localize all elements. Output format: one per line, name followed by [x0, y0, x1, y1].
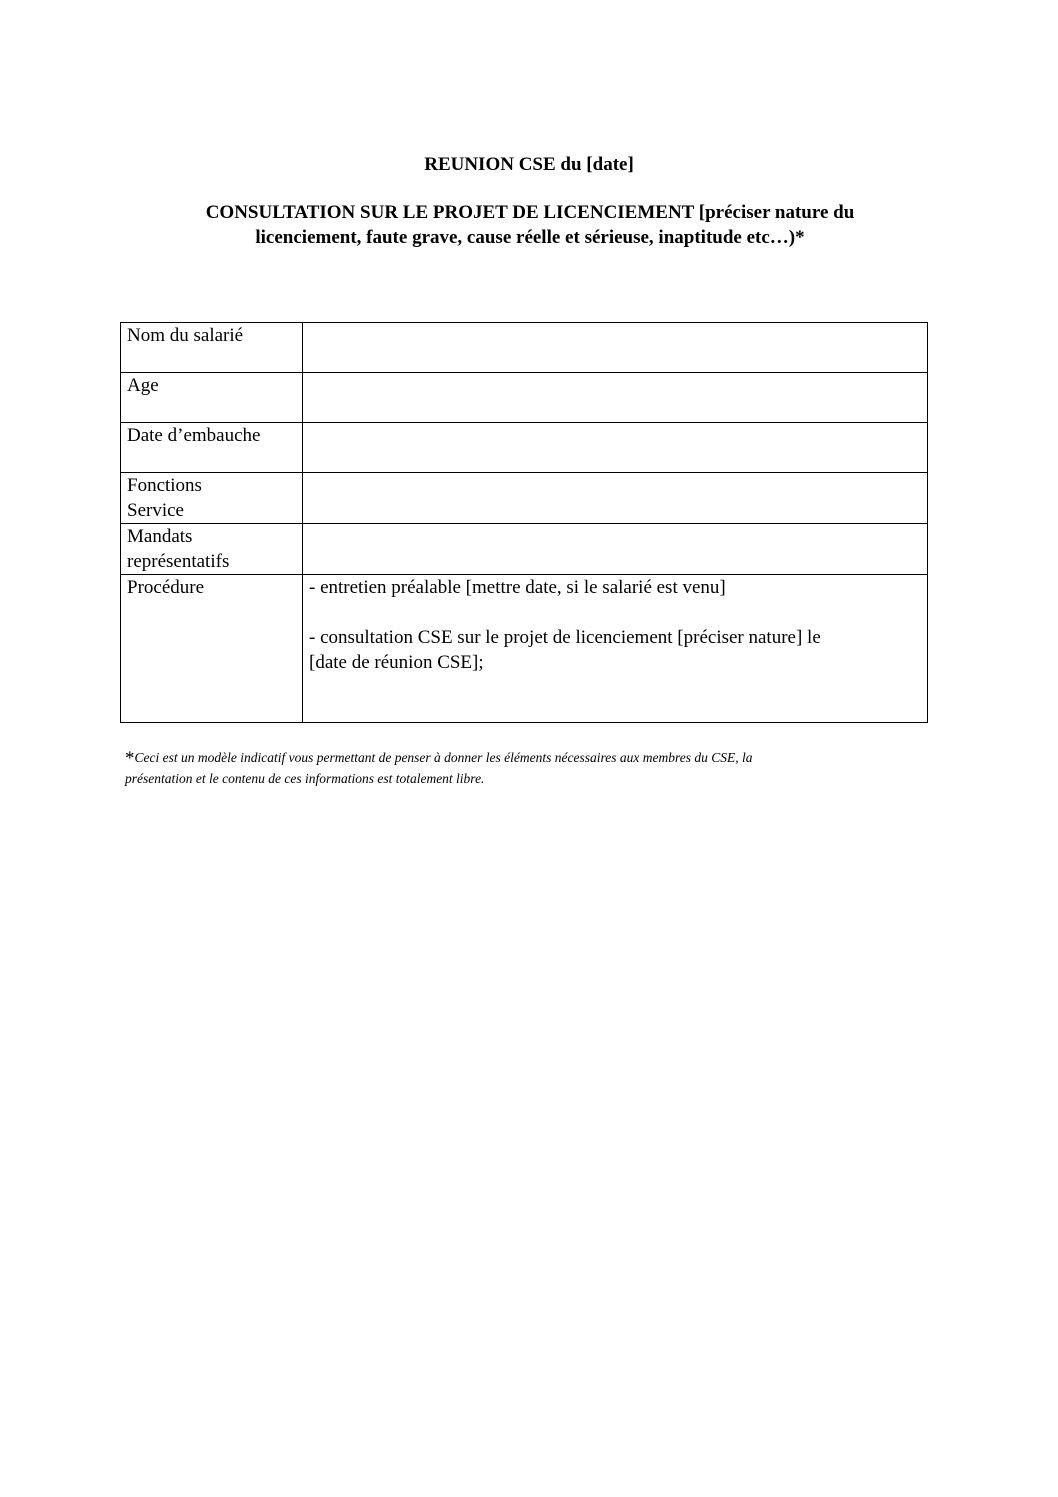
- footnote: [125, 748, 905, 789]
- label-procedure: Procédure: [127, 577, 205, 598]
- row-label: [121, 373, 303, 423]
- footnote-text-line-2: présentation et le contenu de ces informations est totalement libre.: [125, 771, 485, 786]
- label-service: Service: [127, 500, 184, 521]
- label-hire-date: Date d’embauche: [127, 425, 261, 446]
- row-label: [121, 473, 303, 524]
- label-functions: Fonctions: [127, 475, 202, 496]
- age-field[interactable]: [303, 373, 928, 423]
- row-label: [121, 575, 303, 723]
- mandates-field[interactable]: [303, 524, 928, 575]
- footnote-text-line-1: Ceci est un modèle indicatif vous permettant de penser à donner les éléments nécessaires aux membres du CSE, la: [134, 750, 753, 765]
- subtitle-line-1: CONSULTATION SUR LE PROJET DE LICENCIEMENT [préciser nature du: [205, 202, 855, 223]
- footnote-asterisk: *: [125, 748, 135, 769]
- employee-name-field[interactable]: [303, 323, 928, 373]
- table-row-employee-name: [121, 323, 928, 373]
- procedure-spacer: [309, 600, 921, 625]
- table-row-hire-date: [121, 423, 928, 473]
- subtitle-line-2: licenciement, faute grave, cause réelle et sérieuse, inaptitude etc…)*: [255, 227, 805, 248]
- label-representative: représentatifs: [127, 551, 230, 572]
- row-label: [121, 524, 303, 575]
- table-row-procedure: [121, 575, 928, 723]
- document-subtitle: [150, 200, 910, 250]
- row-label: [121, 423, 303, 473]
- document-title: REUNION CSE du [date]: [424, 154, 634, 175]
- label-mandates: Mandats: [127, 526, 193, 547]
- label-age: Age: [127, 375, 159, 396]
- functions-service-field[interactable]: [303, 473, 928, 524]
- procedure-line-interview: - entretien préalable [mettre date, si le salarié est venu]: [309, 577, 726, 598]
- table-row-functions-service: [121, 473, 928, 524]
- hire-date-field[interactable]: [303, 423, 928, 473]
- table-row-mandates: [121, 524, 928, 575]
- table-row-age: [121, 373, 928, 423]
- procedure-line-consultation: - consultation CSE sur le projet de licenciement [préciser nature] le: [309, 627, 821, 648]
- employee-info-table: [120, 322, 928, 723]
- procedure-line-meeting-date: [date de réunion CSE];: [309, 652, 484, 673]
- procedure-field[interactable]: [303, 575, 928, 723]
- row-label: [121, 323, 303, 373]
- label-employee-name: Nom du salarié: [127, 325, 244, 346]
